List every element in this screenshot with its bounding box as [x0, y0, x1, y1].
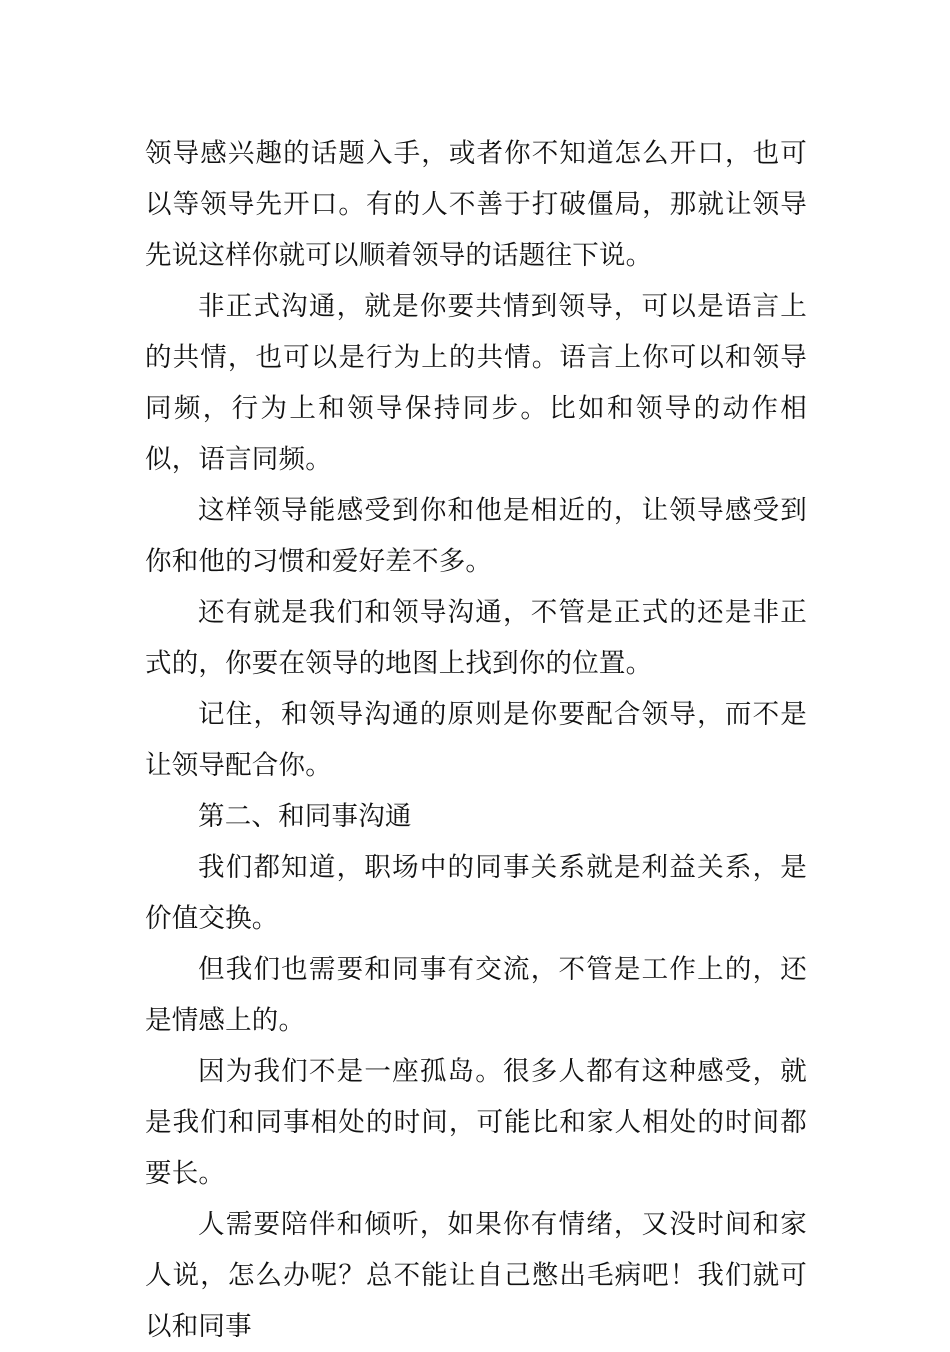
paragraph-value-exchange: 我们都知道，职场中的同事关系就是利益关系，是价值交换。: [145, 852, 807, 934]
document-body: [145, 128, 807, 1352]
paragraph-leader-feels-close: 这样领导能感受到你和他是相近的，让领导感受到你和他的习惯和爱好差不多。: [145, 495, 807, 577]
paragraph-informal-communication: 非正式沟通，就是你要共情到领导，可以是语言上的共情，也可以是行为上的共情。语言上你可以和领导同频，行为上和领导保持同步。比如和领导的动作相似，语言同频。: [145, 291, 807, 475]
paragraph-continuation: 领导感兴趣的话题入手，或者你不知道怎么开口，也可以等领导先开口。有的人不善于打破僵局，那就让领导先说这样你就可以顺着领导的话题往下说。: [145, 138, 807, 271]
section-heading-colleagues: 第二、和同事沟通: [198, 801, 412, 832]
paragraph-find-position: 还有就是我们和领导沟通，不管是正式的还是非正式的，你要在领导的地图上找到你的位置。: [145, 597, 807, 679]
paragraph-not-an-island: 因为我们不是一座孤岛。很多人都有这种感受，就是我们和同事相处的时间，可能比和家人相处的时间都要长。: [145, 1056, 807, 1189]
paragraph-need-communication: 但我们也需要和同事有交流，不管是工作上的，还是情感上的。: [145, 954, 807, 1036]
paragraph-companionship: 人需要陪伴和倾听，如果你有情绪，又没时间和家人说，怎么办呢？总不能让自己憋出毛病吧！我们就可以和同事: [145, 1209, 807, 1342]
paragraph-principle: 记住，和领导沟通的原则是你要配合领导，而不是让领导配合你。: [145, 699, 807, 781]
